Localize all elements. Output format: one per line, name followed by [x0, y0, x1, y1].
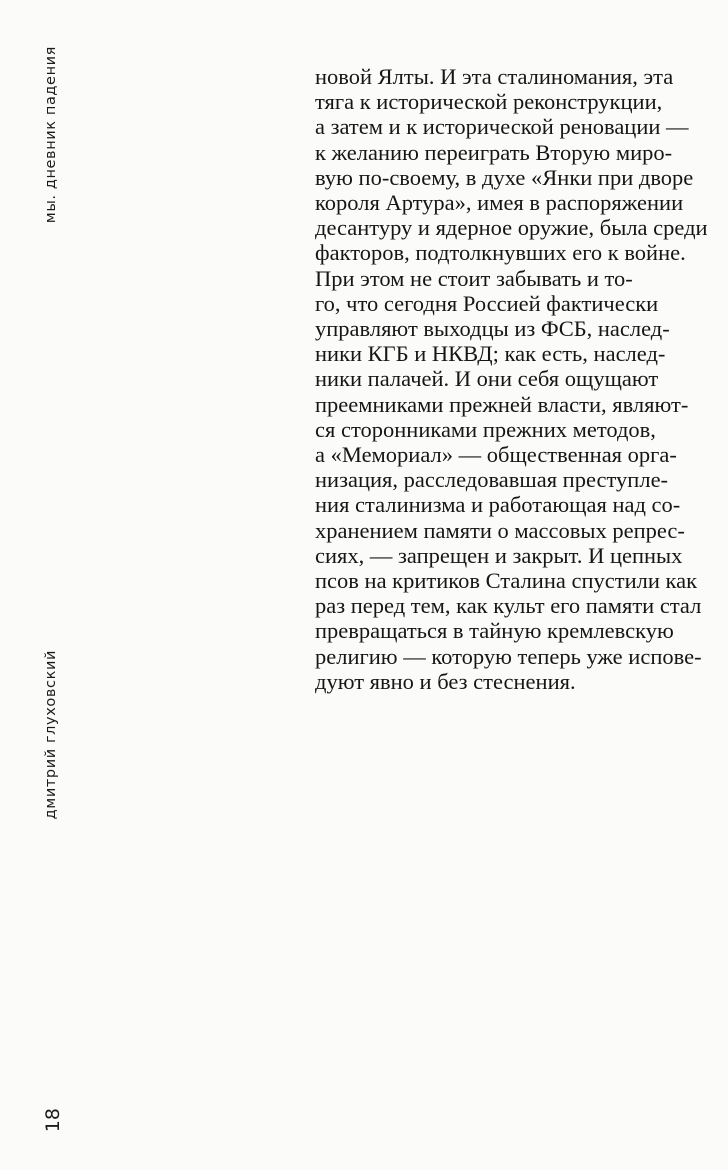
text-line: к желанию переиграть Вторую миро- — [315, 139, 673, 165]
text-line: десантуру и ядерное оружие, была среди — [315, 215, 708, 241]
text-line: превращаться в тайную кремлевскую — [315, 618, 674, 644]
body-text — [315, 64, 725, 694]
page-number: 18 — [42, 1108, 64, 1133]
text-line: При этом не стоит забывать и то- — [315, 265, 633, 291]
text-line: вую по-своему, в духе «Янки при дворе — [315, 164, 694, 190]
text-line: преемниками прежней власти, являют- — [315, 391, 689, 417]
text-line: ся сторонниками прежних методов, — [315, 416, 656, 442]
text-line: го, что сегодня Россией фактически — [315, 290, 659, 316]
text-line: хранением памяти о массовых репрес- — [315, 517, 685, 543]
text-line: тяга к исторической реконструкции, — [315, 89, 663, 115]
text-line: дуют явно и без стеснения. — [315, 668, 576, 694]
running-author: дмитрий глуховский — [43, 650, 59, 820]
text-line: факторов, подтолкнувших его к войне. — [315, 240, 686, 266]
running-title: мы. дневник падения — [43, 46, 59, 224]
text-line: религию — которую теперь уже испове- — [315, 643, 702, 669]
text-line: псов на критиков Сталина спустили как — [315, 568, 698, 594]
text-line: новой Ялты. И эта сталиномания, эта — [315, 64, 674, 89]
text-line: низация, расследовавшая преступле- — [315, 467, 669, 493]
text-line: ники КГБ и НКВД; как есть, наслед- — [315, 341, 666, 367]
text-line: раз перед тем, как культ его памяти стал — [315, 593, 702, 619]
text-line: а затем и к исторической реновации — — [315, 114, 689, 140]
text-line: управляют выходцы из ФСБ, наслед- — [315, 316, 670, 342]
text-line: ники палачей. И они себя ощущают — [315, 366, 659, 392]
text-line: сиях, — запрещен и закрыт. И цепных — [315, 542, 683, 568]
text-line: ния сталинизма и работающая над со- — [315, 492, 681, 518]
text-line: короля Артура», имея в распоряжении — [315, 190, 684, 216]
text-line: а «Мемориал» — общественная орга- — [315, 442, 677, 468]
